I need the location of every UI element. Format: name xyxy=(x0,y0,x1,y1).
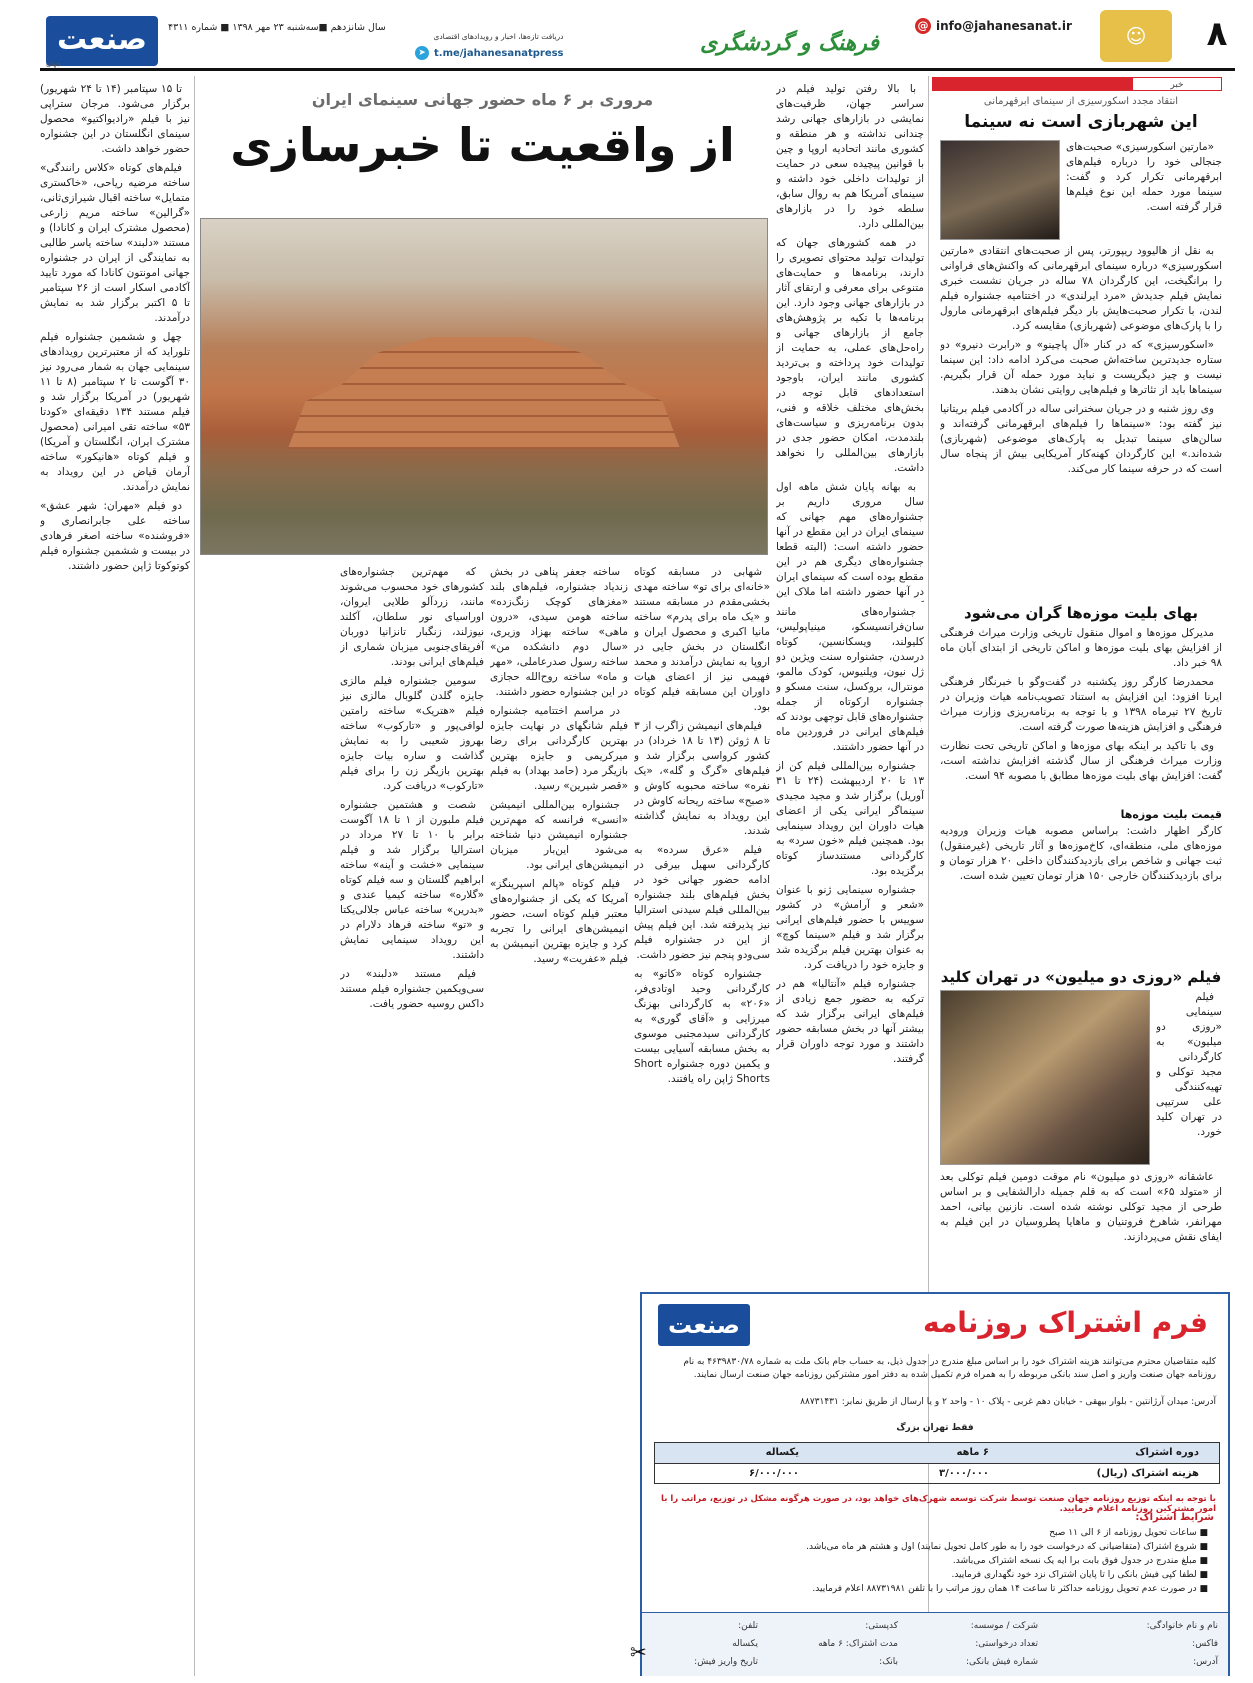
form-field-label[interactable]: نام و نام خانوادگی: xyxy=(1146,1621,1218,1631)
scissors-icon: ✂ xyxy=(630,1640,647,1664)
subscription-form xyxy=(640,1292,1230,1676)
conditions-title: شرایط اشتراک: xyxy=(1135,1512,1214,1523)
form-field-label[interactable]: آدرس: xyxy=(1193,1657,1218,1667)
condition-item: ■ در صورت عدم تحویل روزنامه حداکثر تا ساعت ۱۴ همان روز مراتب را با تلفن ۸۸۷۳۱۹۸۱ اعلام فرمایید. xyxy=(812,1584,1208,1594)
news-tag-bar xyxy=(932,77,1222,91)
page-number: ۸ xyxy=(1206,14,1228,54)
article-column-5b xyxy=(196,565,334,1670)
form-field-label[interactable]: شرکت / موسسه: xyxy=(970,1621,1038,1631)
telegram-text: t.me/jahanesanatpress xyxy=(434,47,564,59)
article-kicker: مروری بر ۶ ماه حضور جهانی سینمای ایران xyxy=(311,90,654,109)
film-title: فیلم «روزی دو میلیون» در تهران کلید xyxy=(940,968,1222,986)
right-kicker: انتقاد مجدد اسکورسیزی از سینمای ابرقهرمانی xyxy=(983,96,1179,107)
form-field-label[interactable]: شماره فیش بانکی: xyxy=(965,1657,1038,1667)
telegram-icon: ➤ xyxy=(415,46,429,60)
telegram-link[interactable] xyxy=(415,32,564,60)
paragraph: شهابی در مسابقه کوتاه «خانه‌ای برای تو» ساخته مهدی بخشی‌مقدم در مسابقه مستند و «یک ماه برای پدرم» ساخته مانیا اکبری و محصول ایران و انگلستان در بخش جایی در اروپا به نمایش درآمدند و محمد فهیمی نیز از اعضای هیات داوران این مسابقه فیلم کوتاه بود. xyxy=(634,566,770,713)
paragraph: شصت و هشتمین جشنواره فیلم ملبورن از ۱ تا ۱۸ آگوست برابر با ۱۰ تا ۲۷ مرداد در استرالیا برگزار شد و فیلم سینمایی «خشت و آینه» ساخته ابراهیم گلستان و سه فیلم کوتاه «گلاره» ساخته کیمیا عندی و «بدرین» ساخته عباس جلالی‌یکتا و «تو» ساخته فرهاد دلارام در این رویداد سینمایی نمایش داشتند. xyxy=(340,799,484,961)
museum-title: بهای بلیت موزه‌ها گران می‌شود xyxy=(963,604,1199,622)
paragraph: جشنواره سینمایی ژنو با عنوان «شعر و آرامش» در کشور سوییس با حضور فیلم‌های ایرانی برگزار شد و فیلم «سینما کوچ» به عنوان بهترین فیلم برگزیده شد و جایزه خود را دریافت کرد. xyxy=(776,884,924,971)
form-title: فرم اشتراک روزنامه xyxy=(922,1306,1208,1339)
paragraph: فیلم «عرق سرده» به کارگردانی سهیل بیرقی در ادامه حضور جهانی خود در بخش فیلم‌های بلند جشنواره بین‌المللی فیلم سیدنی استرالیا نیز پذیرفته شد. این فیلم پیش از این در جشنواره فیلم سی‌ودو پنجم نیز حضور داشت. xyxy=(634,844,770,961)
article-title: از واقعیت تا خبرسازی xyxy=(230,118,735,172)
header-rule xyxy=(40,68,1235,71)
article-column-5 xyxy=(340,565,484,1670)
form-note: با توجه به اینکه توزیع روزنامه جهان صنعت توسط شرکت توسعه شهرک‌های خواهد بود، در صورت هرگونه مشکل در توزیع، مراتب را با امور مشترکین روزنامه اعلام فرمایید. xyxy=(661,1494,1216,1514)
paragraph: جشنواره فیلم «آنتالیا» هم در ترکیه به حضور جمع زیادی از فیلم‌های ایرانی برگزار شد که بیشتر آنها در بخش مسابقه حضور داشتند و مورد توجه داوران قرار گرفتند. xyxy=(776,978,924,1065)
paragraph: با بالا رفتن تولید فیلم در سراسر جهان، ظرفیت‌های نمایشی در بازارهای جهانی رشد چندانی نداشته و هر منطقه و کشوری مانند اتحادیه اروپا و چین با قوانین پیچیده سعی در حمایت از تولیدات داخلی خود داشته و سینمای آمریکا هم به روال سابق، سلطه خود را در بازارهای بین‌المللی دارد. xyxy=(776,83,924,230)
form-field-label[interactable]: مدت اشتراک: ۶ ماهه xyxy=(818,1639,898,1649)
price-table-head xyxy=(655,1443,1219,1464)
form-field-label[interactable]: کدپستی: xyxy=(865,1621,898,1631)
yearly-head: یکساله xyxy=(765,1447,799,1458)
article-column-3 xyxy=(634,565,770,1285)
six-month-price: ۳/۰۰۰/۰۰۰ xyxy=(938,1468,989,1479)
paragraph: چهل و ششمین جشنواره فیلم تلوراید که از معتبرترین رویدادهای سینمایی جهان به شمار می‌رود نیز ۳۰ آگوست تا ۲ سپتامبر (۸ تا ۱۱ شهریور) در آمریکا برگزار شد و فیلم مستند ۱۳۴ دقیقه‌ای «کودتا ۵۳» ساخته تقی امیرانی (محصول مشترک ایران، انگلستان و آمریکا) و فیلم کوتاه «هانیکور» ساخته آرمان قیاض در این رویداد به نمایش درآمدند. xyxy=(40,331,190,493)
paragraph: ساخته جعفر پناهی در بخش زندیاد جشنواره، فیلم‌های بلند «مغزهای کوچک زنگ‌زده» ساخته هومن سیدی، «درون ماهی» ساخته بهزاد وزیری، «سال دوم دانشکده من» ساخته رسول صدرعاملی، «مهر و ماه» ساخته روح‌الله حجازی در این جشنواره حضور داشتند. xyxy=(490,566,628,698)
period-label: دوره اشتراک xyxy=(1135,1447,1199,1458)
paragraph: فیلم‌های کوتاه «کلاس رانندگی» ساخته مرضیه ریاحی، «خاکستری متمایل» ساخته اقبال شیرازی‌ثانی، «گرالین» ساخته مریم زارعی (محصول مشترک ایران و کانادا) و مستند «دلبند» ساخته یاسر طالبی به نمایندگی از ایران در جشنواره جهانی امونتون کانادا که مورد تایید آکادمی اسکار است از ۲۶ سپتامبر تا ۵ اکتبر برگزار شد به نمایش درآمدند. xyxy=(40,162,190,324)
conditions-list xyxy=(728,1526,1208,1596)
paragraph: به بهانه پایان شش ماهه اول سال مروری داریم بر جشنواره‌های مهم جهانی که سینمای ایران در این مقطع در آنها حضور داشته است: (البته قطعا جشنواره‌های دیگری هم در این مقطع بوده است که سینمای ایران در آنها حضور داشته اما ملاک این xyxy=(776,481,924,598)
condition-item: ■ ساعات تحویل روزنامه از ۶ الی ۱۱ صبح xyxy=(1049,1528,1208,1538)
article-column-4 xyxy=(490,565,628,1670)
article-column-1 xyxy=(776,82,924,602)
right-title: این شهربازی است نه سینما xyxy=(964,112,1198,132)
form-tehran: فقط تهران بزرگ xyxy=(896,1423,974,1433)
paragraph: جشنواره‌های مانند سان‌فرانسیسکو، مینیاپولیس، کلیولند، ویسکانسین، کوتاه درسدن، جشنواره سنت ویژین دو ژل نیون، ویلنیوس، کودک مالمو، مونترال، بروکسل، سنت مسکو و جشنواره ارکوتاه از جمله جشنواره‌های قابل توجهی بودند که فیلم‌های ایرانی در فروردین ماه در آنها حضور داشتند. xyxy=(776,606,924,753)
six-month-head: ۶ ماهه xyxy=(956,1447,989,1458)
ziggurat-shape xyxy=(261,289,707,449)
paragraph: وی با تاکید بر اینکه بهای موزه‌ها و اماکن تاریخی تحت نظارت وزارت میراث فرهنگی از سال گذشته افزایش نداشته است، گفت: افزایش بهای بلیت موزه‌ها مطابق با مصوبه ۹۴ است. xyxy=(940,740,1222,782)
paragraph: محمدرضا کارگر روز یکشنبه در گفت‌وگو با خبرنگار فرهنگی ایرنا افزود: این افزایش به استناد تصویب‌نامه هیات وزیران در تاریخ ۲۷ تیرماه ۱۳۹۸ و با توجه به برنامه‌ریزی وزارت میراث فرهنگی و افزایش هزینه‌ها صورت گرفته است. xyxy=(940,676,1222,733)
museum-body xyxy=(940,626,1222,806)
price-subtitle: قیمت بلیت موزه‌ها xyxy=(1120,808,1222,821)
paragraph: فیلم کوتاه «پالم اسپرینگز» آمریکا که یکی از جشنواره‌های معتبر فیلم کوتاه است، حضور انیمیشن‌های ایرانی را تجربه کرد و جایزه بهترین انیمیشن به فیلم «عفریت» رسید. xyxy=(490,878,628,965)
film-body xyxy=(940,1170,1222,1285)
paragraph: تا ۱۵ سپتامبر (۱۴ تا ۲۴ شهریور) برگزار می‌شود. مرجان ستراپی نیز با فیلم «رادیواکتیو» محصول سینمای انگلستان در این جشنواره حضور خواهد داشت. xyxy=(40,83,190,155)
cost-label: هزینه اشتراک (ریال) xyxy=(1096,1468,1199,1479)
paragraph: سومین جشنواره فیلم مالزی جایزه گلدن گلوبال مالزی نیز فیلم «هتریک» ساخته رامتین لوافی‌پور و «تارکوب» ساخته بهروز شعیبی را به نمایش گذاشت و ساره بیات جایزه بهترین بازیگر زن را برای فیلم «تارکوب» دریافت کرد. xyxy=(340,675,484,792)
form-field-label[interactable]: یکساله xyxy=(732,1639,758,1649)
paragraph: مدیرکل موزه‌ها و اموال منقول تاریخی وزارت میراث فرهنگی از افزایش بهای بلیت موزه‌ها و اماکن تاریخی از ابتدای آبان ماه ۹۸ خبر داد. xyxy=(940,627,1222,669)
form-header xyxy=(642,1294,1228,1354)
paragraph: جشنواره بین‌المللی فیلم کن از ۱۳ تا ۲۰ اردیبهشت (۲۴ تا ۳۱ آوریل) برگزار شد و مجید مجیدی سینماگر ایرانی یکی از اعضای هیات داوران این رویداد سینمایی بود. همچنین فیلم «خون سرد» به کارگردانی مستندساز کوتاه برگزیده بود. xyxy=(776,760,924,877)
form-field-label[interactable]: تلفن: xyxy=(738,1621,758,1631)
film-body-side xyxy=(1156,990,1222,1165)
logo-subtitle: جهان xyxy=(46,60,61,68)
form-field-label[interactable]: فاکس: xyxy=(1192,1639,1218,1649)
scorsese-photo xyxy=(940,140,1060,240)
culture-masks-icon: ☺ xyxy=(1100,10,1172,62)
email-contact[interactable] xyxy=(915,18,1072,34)
paragraph: وی روز شنبه و در جریان سخنرانی ساله در آکادمی فیلم بریتانیا نیز گفته بود: «سینماها را فیلم‌های ابرقهرمانی گرفته‌اند و سالن‌های سینما تبدیل به پارک‌های موضوعی (شهربازی) شده‌اند.» این کارگردان کهنه‌کار آمریکایی بیش از پنجاه سال است که در حرفه سینما کار می‌کند. xyxy=(940,403,1222,475)
yearly-price: ۶/۰۰۰/۰۰۰ xyxy=(748,1468,799,1479)
right-body xyxy=(940,244,1222,574)
paragraph: فیلم سینمایی «روزی دو میلیون» به کارگردانی مجید توکلی و تهیه‌کنندگی علی سرتیپی در تهران کلید خورد. xyxy=(1156,991,1222,1138)
paragraph: فیلم‌های انیمیشن زاگرب از ۳ تا ۸ ژوئن (۱۳ تا ۱۸ خرداد) در کشور کرواسی برگزار شد و فیلم‌های «گرگ و گله»، «یک نفره» ساخته محبوبه کاوش و «صبح» ساخته ریحانه کاوش در این رویداد به نمایش گذاشته شدند. xyxy=(634,720,770,837)
paragraph: «اسکورسیزی» که در کنار «آل پاچینو» و «رابرت دنیرو» دو ستاره جدیدترین ساخته‌اش صحبت می‌کرد ادامه داد: این سینما نیست و چیز دیگریست و نباید مورد حمله آن قرار بگیریم. سینماها باید از تئاترها و فیلم‌هایی روایتی نشان بدهند. xyxy=(940,339,1222,396)
column-divider xyxy=(194,76,195,1676)
paragraph: جشنواره بین‌المللی انیمیشن «انسی» فرانسه که مهم‌ترین جشنواره انیمیشن دنیا شناخته می‌شود این‌بار میزبان انیمیشن‌های ایرانی بود. xyxy=(490,799,628,871)
form-field-label[interactable]: بانک: xyxy=(879,1657,898,1667)
paragraph: «مارتین اسکورسیزی» صحبت‌های جنجالی خود را درباره فیلم‌های ابرقهرمانی تکرار کرد و گفت: سینما مورد حمله این نوع فیلم‌ها قرار گرفته است. xyxy=(1066,141,1222,213)
form-field-label[interactable]: تعداد درخواستی: xyxy=(975,1639,1038,1649)
newspaper-logo: صنعت xyxy=(46,16,158,66)
paragraph: دو فیلم «مهران: شهر عشق» ساخته علی جابرانصاری و «فروشنده» ساخته اصغر فرهادی در بیست و ششمین جشنواره فیلم کوتوکوتا ژاپن حضور داشتند. xyxy=(40,500,190,572)
paragraph: که مهم‌ترین جشنواره‌های کشورهای خود محسوب می‌شوند مانند، زردآلو طلایی ایروان، اوراسیای نور سلطان، آکلند نیوزلند، زنگبار تانزانیا دوربان آفریقای‌جنوبی میزبان شماری از فیلم‌های ایرانی بودند. xyxy=(340,566,484,668)
form-intro: کلیه متقاضیان محترم می‌توانند هزینه اشتراک خود را بر اساس مبلغ مندرج در جدول ذیل، به حساب جام بانک ملت به شماره ۴۶۳۹۸۳۰/۷۸ به نام روزنامه جهان صنعت واریز و اصل سند بانکی مربوطه را به همراه فرم تکمیل شده به دفتر امور مشترکین روزنامه جهان صنعت ارسال نمایند. xyxy=(683,1357,1216,1380)
form-fields xyxy=(642,1612,1228,1676)
film-photo xyxy=(940,990,1150,1165)
issue-info: سال شانزدهم ■سه‌شنبه ۲۳ مهر ۱۳۹۸ ■ شماره ۴۳۱۱ xyxy=(168,22,386,33)
condition-item: ■ شروع اشتراک (متقاضیانی که درخواست خود را به طور کامل تحویل نمایند) اول و هشتم هر ماه می‌باشد. xyxy=(806,1542,1208,1552)
ziggurat-photo xyxy=(200,218,768,555)
paragraph: جشنواره کوتاه «کاتو» به کارگردانی وحید اوتادی‌فر، «۲۰۶» به کارگردانی بهزنگ میرزایی و «آقای گوری» به کارگردانی سیدمجتبی موسوی به بخش مسابقه آسیایی بیست و یکمین دوره جشنواره Short Shorts ژاپن راه یافتند. xyxy=(634,968,770,1085)
form-field-label[interactable]: تاریخ واریز فیش: xyxy=(694,1657,758,1667)
mail-icon: @ xyxy=(915,18,931,34)
paragraph: به نقل از هالیوود ریپورتر، پس از صحبت‌های انتقادی «مارتین اسکورسیزی» درباره سینمای ابرقهرمانی که واکنش‌های فراوانی را برانگیخت، این کارگردان ۷۸ ساله در جریان نشست خبری نمایش فیلم جدیدش «مرد ایرلندی» در اختتامیه جشنواره فیلم لندن، با تکرار صحبت‌هایش بار دیگر فیلم‌های ابرقهرمانی مارول را با پارک‌های موضوعی (شهربازی) مقایسه کرد. xyxy=(940,245,1222,332)
article-column-2 xyxy=(776,605,924,1285)
paragraph: در همه کشورهای جهان که تولیدات تولید محتوای تصویری را دارند، برنامه‌ها و حمایت‌های متنوعی برای معرفی و ارتقای آثار در بازارهای جهانی وجود دارد. این برنامه‌ها با تکیه بر پژوهش‌های جامع از بازارهای جهانی و راه‌حل‌های عملی، به حمایت از تولیدات خود پرداخته و بی‌تردید کشوری مانند ایران، باوجود استعدادهای قابل توجه در بخش‌های مختلف خلاقه و فنی، بدون برنامه‌ریزی و سیاست‌های بلندمدت، امکان حضور جدی در بازارهای بین‌المللی را نخواهد داشت. xyxy=(776,237,924,474)
condition-item: ■ مبلغ مندرج در جدول فوق بابت برا ایه یک نسخه اشتراک می‌باشد. xyxy=(952,1556,1208,1566)
condition-item: ■ لطفا کپی فیش بانکی را تا پایان اشتراک نزد خود نگهداری فرمایید. xyxy=(951,1570,1208,1580)
price-table-row xyxy=(655,1464,1219,1485)
paragraph: در مراسم اختتامیه جشنواره فیلم شانگهای در نهایت جایزه بهترین کارگردانی برای رضا میرکریمی و جایزه بهترین بازیگر مرد (حامد بهداد) به فیلم «قصر شیرین» رسید. xyxy=(490,705,628,792)
paragraph: عاشقانه «روزی دو میلیون» نام موقت دومین فیلم توکلی بعد از «متولد ۶۵» است که به قلم جمیله دارالشفایی و بر اساس طرحی از مجید توکلی نوشته شده است. نازنین بیاتی، احمد مهرانفر، شاهرخ فروتنیان و ماهایا پطروسیان در این فیلم به ایفای نقش می‌پردازند. xyxy=(940,1171,1222,1243)
form-logo: صنعت xyxy=(658,1304,750,1346)
section-title: فرهنگ و گردشگری xyxy=(700,30,879,56)
price-body: کارگر اظهار داشت: براساس مصوبه هیات وزیران ورودیه موزه‌های ملی، منطقه‌ای، کاخ‌موزه‌ها و آثار تاریخی (غیرمنقول) ثبت جهانی و شاخص برای بازدیدکنندگان داخلی ۲۰ هزار تومان و برای بازدیدکنندگان خارجی ۱۵۰ هزار تومان تعیین شده است. xyxy=(940,825,1222,882)
paragraph: فیلم مستند «دلبند» در سی‌ویکمین جشنواره فیلم مستند داکس روسیه حضور یافت. xyxy=(340,968,484,1010)
email-text: info@jahanesanat.ir xyxy=(936,19,1072,33)
form-address: آدرس: میدان آرژانتین - بلوار بیهقی - خیابان دهم غربی - پلاک ۱۰ - واحد ۲ و یا ارسال از طریق نمابر: ۸۸۷۳۱۴۳۱ xyxy=(800,1397,1216,1407)
right-body-top xyxy=(1066,140,1222,240)
article-column-6 xyxy=(40,82,190,1672)
telegram-caption: دریافت تازه‌ها، اخبار و رویدادهای اقتصادی xyxy=(433,32,564,41)
news-tag: خبر xyxy=(1132,77,1222,91)
price-table xyxy=(654,1442,1220,1484)
